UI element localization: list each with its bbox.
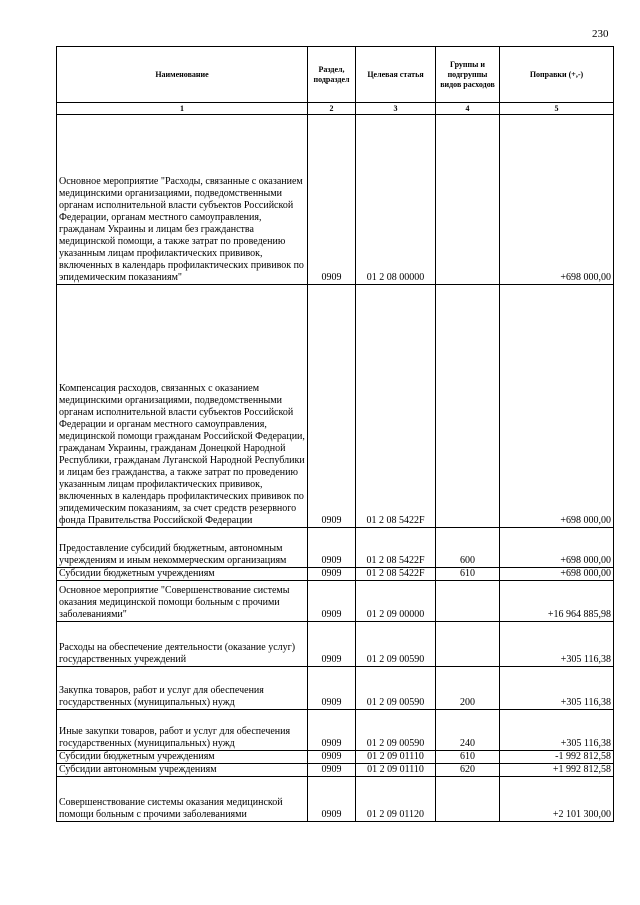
row-target: 01 2 08 5422F	[356, 568, 436, 581]
row-section: 0909	[308, 764, 356, 777]
table-row	[57, 751, 614, 764]
row-amount: +305 116,38	[500, 710, 614, 751]
row-name: Компенсация расходов, связанных с оказанием медицинскими организациями, подведомственными органам исполнительной власти субъектов Российской Федерации и органам местного самоуправления, медицинской помощи гражданам Российской Федерации, гражданам Украины, гражданам Донецкой Народной Республики, гражданам Луганской Народной Республики и лицам без гражданства, а также затрат по проведению указанным лицам профилактических прививок, включенных в календарь профилактических прививок по эпидемическим показаниям, за счет средств резервного фонда Правительства Российской Федерации	[57, 285, 308, 528]
row-group: 620	[436, 764, 500, 777]
budget-table	[56, 46, 614, 822]
row-name: Расходы на обеспечение деятельности (оказание услуг) государственных учреждений	[57, 622, 308, 667]
row-name: Закупка товаров, работ и услуг для обеспечения государственных (муниципальных) нужд	[57, 667, 308, 710]
row-name: Совершенствование системы оказания медицинской помощи больным с прочими заболеваниями	[57, 777, 308, 822]
row-name: Предоставление субсидий бюджетным, автономным учреждениям и иным некоммерческим организациям	[57, 528, 308, 568]
row-target: 01 2 09 00590	[356, 667, 436, 710]
table-header-row	[57, 47, 614, 103]
table-row	[57, 710, 614, 751]
row-amount: +698 000,00	[500, 115, 614, 285]
row-group	[436, 581, 500, 622]
row-section: 0909	[308, 777, 356, 822]
column-number: 5	[500, 103, 614, 115]
table-row	[57, 115, 614, 285]
row-amount: +1 992 812,58	[500, 764, 614, 777]
column-number: 2	[308, 103, 356, 115]
table-row	[57, 528, 614, 568]
row-name: Основное мероприятие "Расходы, связанные с оказанием медицинскими организациями, подведомственными органам исполнительной власти субъектов Российской Федерации, органам местного самоуправления, гражданам Украины и лицам без гражданства медицинской помощи, а также затрат по проведению указанным лицам профилактических прививок, включенных в календарь профилактических прививок по эпидемическим показаниям"	[57, 115, 308, 285]
table-row	[57, 581, 614, 622]
table-row	[57, 568, 614, 581]
row-target: 01 2 09 00000	[356, 581, 436, 622]
table-row	[57, 764, 614, 777]
table-row	[57, 667, 614, 710]
row-section: 0909	[308, 568, 356, 581]
header-name: Наименование	[57, 47, 308, 103]
row-amount: +305 116,38	[500, 667, 614, 710]
row-name: Субсидии автономным учреждениям	[57, 764, 308, 777]
row-target: 01 2 09 01120	[356, 777, 436, 822]
row-amount: +698 000,00	[500, 528, 614, 568]
row-section: 0909	[308, 581, 356, 622]
row-target: 01 2 08 5422F	[356, 285, 436, 528]
row-name: Субсидии бюджетным учреждениям	[57, 568, 308, 581]
row-section: 0909	[308, 622, 356, 667]
row-group: 240	[436, 710, 500, 751]
row-group	[436, 622, 500, 667]
row-amount: +698 000,00	[500, 568, 614, 581]
row-target: 01 2 08 5422F	[356, 528, 436, 568]
page-number: 230	[592, 28, 609, 40]
column-number: 1	[57, 103, 308, 115]
column-number: 4	[436, 103, 500, 115]
header-target: Целевая статья	[356, 47, 436, 103]
header-section: Раздел, подраздел	[308, 47, 356, 103]
row-amount: +16 964 885,98	[500, 581, 614, 622]
row-name: Основное мероприятие "Совершенствование системы оказания медицинской помощи больным с прочими заболеваниями"	[57, 581, 308, 622]
row-target: 01 2 09 00590	[356, 622, 436, 667]
row-amount: -1 992 812,58	[500, 751, 614, 764]
column-number: 3	[356, 103, 436, 115]
header-group: Группы и подгруппы видов расходов	[436, 47, 500, 103]
table-row	[57, 777, 614, 822]
row-amount: +698 000,00	[500, 285, 614, 528]
row-group: 600	[436, 528, 500, 568]
row-group	[436, 285, 500, 528]
row-section: 0909	[308, 115, 356, 285]
row-group: 200	[436, 667, 500, 710]
row-section: 0909	[308, 751, 356, 764]
table-row	[57, 285, 614, 528]
table-row	[57, 622, 614, 667]
row-section: 0909	[308, 528, 356, 568]
row-section: 0909	[308, 667, 356, 710]
row-target: 01 2 09 01110	[356, 764, 436, 777]
row-section: 0909	[308, 710, 356, 751]
row-target: 01 2 08 00000	[356, 115, 436, 285]
row-group	[436, 777, 500, 822]
row-group	[436, 115, 500, 285]
row-amount: +305 116,38	[500, 622, 614, 667]
row-target: 01 2 09 01110	[356, 751, 436, 764]
row-section: 0909	[308, 285, 356, 528]
row-amount: +2 101 300,00	[500, 777, 614, 822]
column-number-row	[57, 103, 614, 115]
row-target: 01 2 09 00590	[356, 710, 436, 751]
header-amount: Поправки (+,-)	[500, 47, 614, 103]
row-group: 610	[436, 568, 500, 581]
row-group: 610	[436, 751, 500, 764]
row-name: Субсидии бюджетным учреждениям	[57, 751, 308, 764]
row-name: Иные закупки товаров, работ и услуг для обеспечения государственных (муниципальных) нужд	[57, 710, 308, 751]
